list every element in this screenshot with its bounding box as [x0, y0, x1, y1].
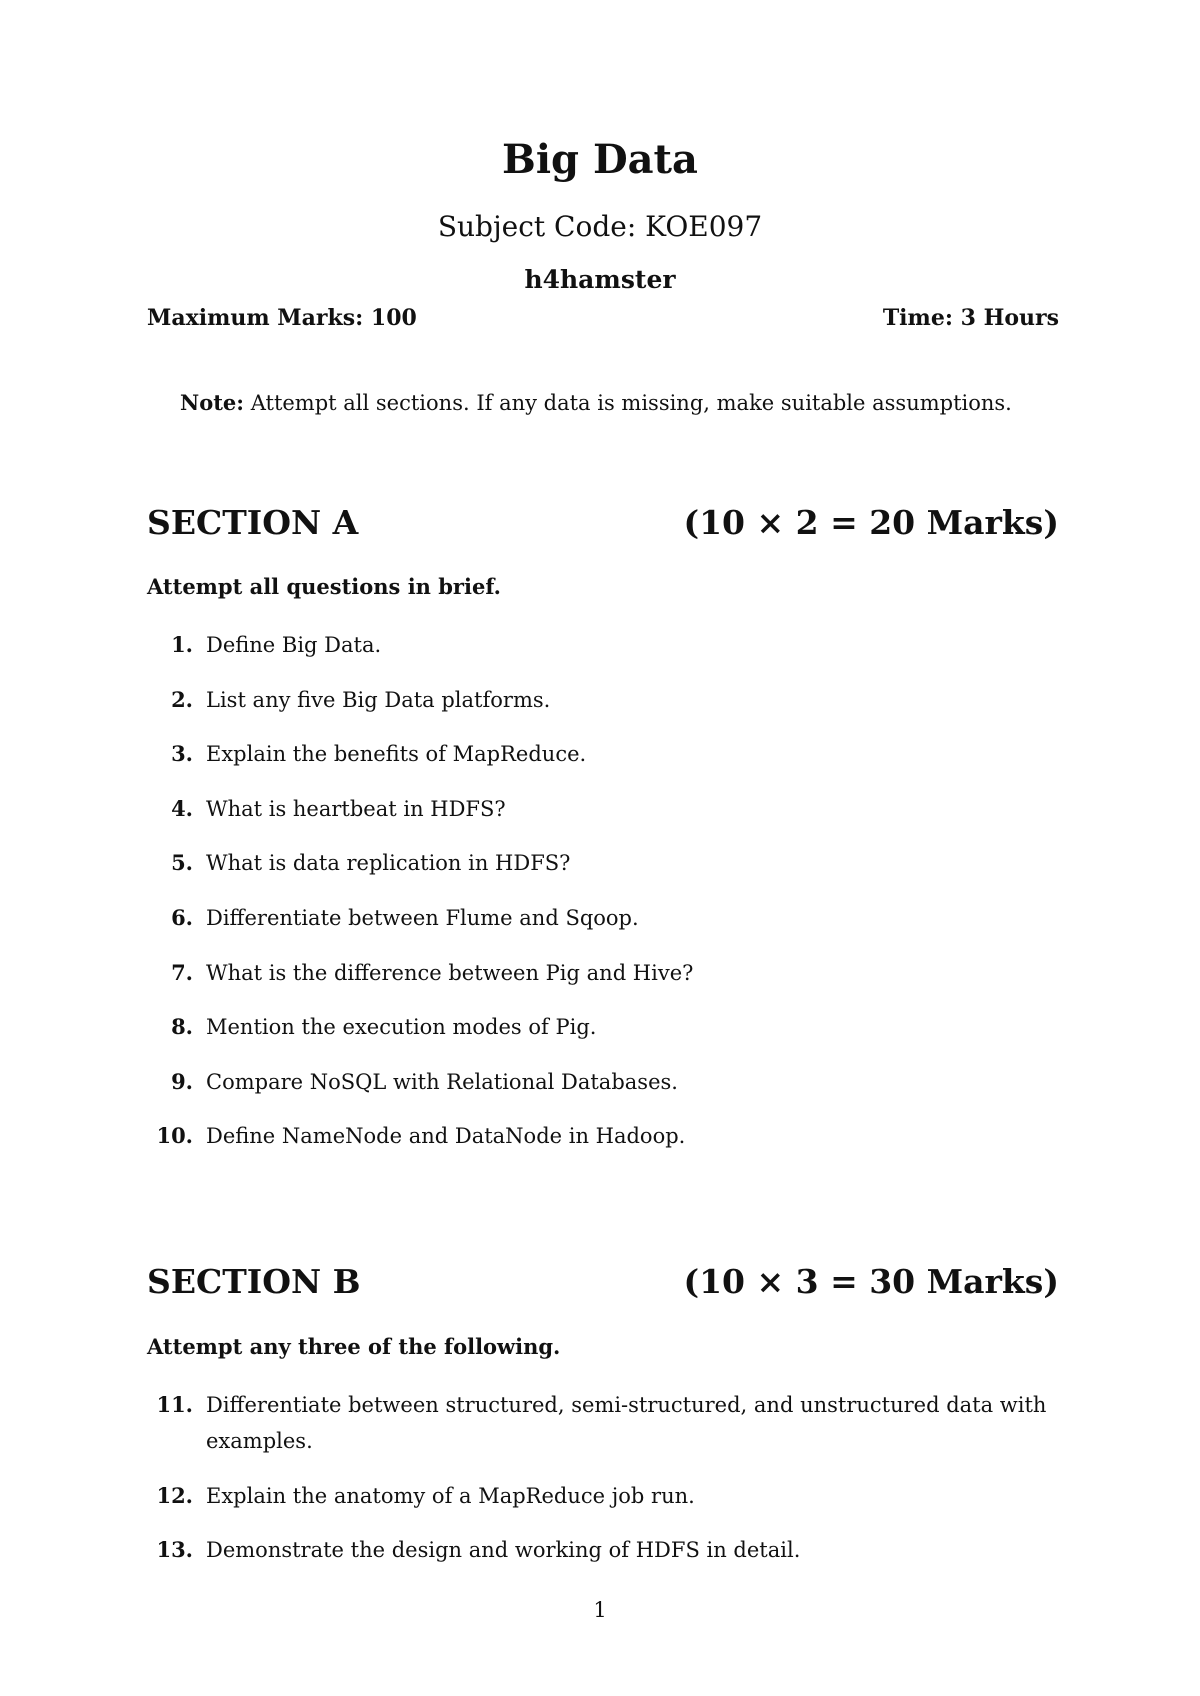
subject-code: Subject Code: KOE097 [437, 210, 763, 243]
section-a-marks: (10 × 2 = 20 Marks) [683, 503, 1059, 542]
question-text: Define Big Data. [206, 633, 382, 657]
question-number: 5. [171, 850, 193, 875]
note-text: Attempt all sections. If any data is missing, make suitable assumptions. [250, 391, 1012, 415]
question-text: List any five Big Data platforms. [206, 688, 551, 712]
question-number: 4. [171, 796, 193, 821]
question-text: Compare NoSQL with Relational Databases. [206, 1070, 678, 1094]
page-number: 1 [593, 1598, 607, 1622]
section-b-instruction: Attempt any three of the following. [147, 1334, 561, 1359]
question-text: What is data replication in HDFS? [206, 851, 571, 875]
question-number: 11. [156, 1392, 193, 1417]
question-text: What is the difference between Pig and Hive? [206, 961, 694, 985]
section-b-title: SECTION B [147, 1262, 361, 1301]
section-a-title: SECTION A [147, 503, 359, 542]
question-number: 1. [171, 632, 193, 657]
question-text: What is heartbeat in HDFS? [206, 797, 506, 821]
note [180, 390, 1012, 415]
question-number: 13. [156, 1537, 193, 1562]
question-number: 10. [156, 1123, 193, 1148]
maximum-marks: Maximum Marks: 100 [147, 305, 417, 331]
question-text: Differentiate between Flume and Sqoop. [206, 906, 639, 930]
question-number: 2. [171, 687, 193, 712]
question-text: Differentiate between structured, semi-structured, and unstructured data with examples. [206, 1393, 1047, 1453]
question-text: Demonstrate the design and working of HDFS in detail. [206, 1538, 801, 1562]
question-text: Define NameNode and DataNode in Hadoop. [206, 1124, 686, 1148]
question-number: 3. [171, 741, 193, 766]
document-title: Big Data [502, 136, 698, 183]
question-number: 7. [171, 960, 193, 985]
question-number: 8. [171, 1014, 193, 1039]
author: h4hamster [524, 265, 676, 294]
question-number: 9. [171, 1069, 193, 1094]
exam-time: Time: 3 Hours [882, 305, 1059, 331]
question-text: Explain the anatomy of a MapReduce job run. [206, 1484, 695, 1508]
question-number: 12. [156, 1483, 193, 1508]
section-b-marks: (10 × 3 = 30 Marks) [683, 1262, 1059, 1301]
question-text: Mention the execution modes of Pig. [206, 1015, 597, 1039]
section-a-instruction: Attempt all questions in brief. [147, 574, 501, 599]
question-number: 6. [171, 905, 193, 930]
question-text: Explain the benefits of MapReduce. [206, 742, 587, 766]
note-label: Note: [180, 390, 245, 415]
